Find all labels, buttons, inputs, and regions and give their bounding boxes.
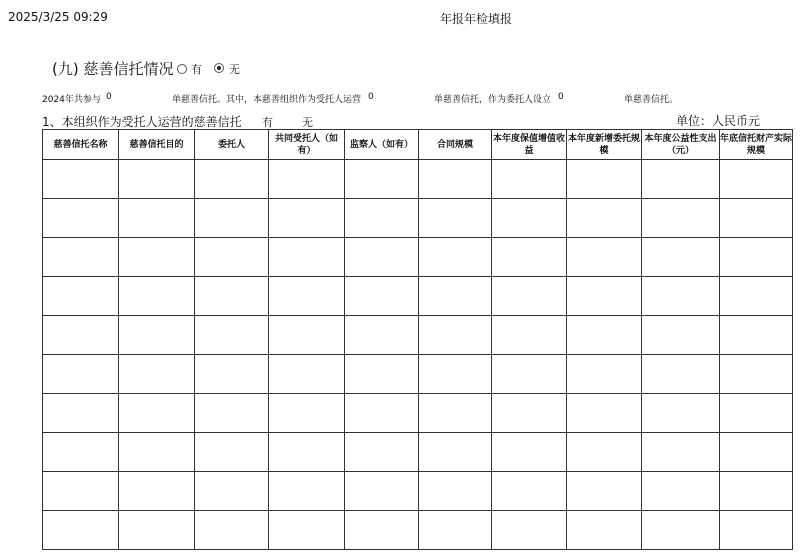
table-cell[interactable] [642,277,720,316]
table-cell[interactable] [720,316,793,355]
table-row [43,511,793,550]
table-cell[interactable] [119,472,195,511]
table-cell[interactable] [195,316,269,355]
table-cell[interactable] [720,277,793,316]
table-cell[interactable] [567,238,642,277]
table-cell[interactable] [119,394,195,433]
table-cell[interactable] [43,316,119,355]
table-cell[interactable] [567,160,642,199]
table-cell[interactable] [345,199,419,238]
col-co-trustee: 共同受托人（如有） [269,130,345,160]
col-supervisor: 监察人（如有） [345,130,419,160]
table-cell[interactable] [345,472,419,511]
table-cell[interactable] [345,355,419,394]
table-cell[interactable] [567,433,642,472]
table-cell[interactable] [119,355,195,394]
table-cell[interactable] [720,394,793,433]
table-row [43,238,793,277]
print-datetime: 2025/3/25 09:29 [8,10,108,24]
subsection-option-no[interactable]: 无 [302,116,313,129]
table-cell[interactable] [567,394,642,433]
section-title: (九) 慈善信托情况 [52,60,174,78]
table-cell[interactable] [195,199,269,238]
table-cell[interactable] [492,355,567,394]
table-cell[interactable] [269,394,345,433]
table-cell[interactable] [43,433,119,472]
table-cell[interactable] [419,277,492,316]
table-cell[interactable] [642,199,720,238]
table-cell[interactable] [269,238,345,277]
table-cell[interactable] [567,472,642,511]
table-cell[interactable] [43,511,119,550]
table-row [43,355,793,394]
table-cell[interactable] [419,199,492,238]
col-contract-size: 合同规模 [419,130,492,160]
table-cell[interactable] [492,238,567,277]
summary-prefix: 2024年共参与 [42,95,101,105]
table-cell[interactable] [419,472,492,511]
col-charity-expense: 本年度公益性支出（元） [642,130,720,160]
table-cell[interactable] [492,316,567,355]
table-cell[interactable] [195,277,269,316]
table-cell[interactable] [419,394,492,433]
table-cell[interactable] [642,160,720,199]
table-cell[interactable] [567,277,642,316]
table-cell[interactable] [642,238,720,277]
table-cell[interactable] [195,511,269,550]
table-cell[interactable] [195,160,269,199]
table-cell[interactable] [43,199,119,238]
summary-mid2: 单慈善信托，作为委托人设立 [434,95,552,105]
table-cell[interactable] [195,433,269,472]
radio-yes[interactable] [177,64,187,74]
table-cell[interactable] [492,160,567,199]
table-cell[interactable] [269,277,345,316]
table-cell[interactable] [269,355,345,394]
table-cell[interactable] [43,472,119,511]
table-cell[interactable] [642,511,720,550]
table-row [43,394,793,433]
table-cell[interactable] [119,160,195,199]
table-cell[interactable] [720,472,793,511]
col-trust-name: 慈善信托名称 [43,130,119,160]
document-title: 年报年检填报 [440,12,513,26]
table-cell[interactable] [492,394,567,433]
table-cell[interactable] [419,238,492,277]
table-cell[interactable] [345,160,419,199]
summary-suffix: 单慈善信托。 [624,95,679,105]
col-year-end-size: 年底信托财产实际规模 [720,130,793,160]
table-cell[interactable] [43,394,119,433]
table-cell[interactable] [492,511,567,550]
table-cell[interactable] [345,277,419,316]
table-cell[interactable] [642,355,720,394]
col-settlor: 委托人 [195,130,269,160]
table-cell[interactable] [419,160,492,199]
charity-trust-table [42,129,793,550]
table-cell[interactable] [195,238,269,277]
table-cell[interactable] [642,472,720,511]
table-cell[interactable] [720,238,793,277]
radio-no-label: 无 [229,63,240,76]
table-cell[interactable] [345,394,419,433]
table-cell[interactable] [269,160,345,199]
table-cell[interactable] [345,433,419,472]
table-cell[interactable] [492,433,567,472]
table-cell[interactable] [43,277,119,316]
table-cell[interactable] [119,199,195,238]
table-cell[interactable] [720,355,793,394]
subsection-option-yes[interactable]: 有 [262,116,273,129]
table-cell[interactable] [269,316,345,355]
table-cell[interactable] [492,472,567,511]
table-cell[interactable] [269,199,345,238]
table-cell[interactable] [419,511,492,550]
summary-settlor-value[interactable]: 0 [558,92,564,102]
table-cell[interactable] [642,433,720,472]
table-row [43,316,793,355]
table-cell[interactable] [119,511,195,550]
table-cell[interactable] [567,199,642,238]
table-cell[interactable] [419,433,492,472]
table-cell[interactable] [567,355,642,394]
table-row [43,199,793,238]
subsection-title: 1、本组织作为受托人运营的慈善信托 [42,115,242,129]
table-cell[interactable] [119,316,195,355]
table-cell[interactable] [419,355,492,394]
table-cell[interactable] [720,160,793,199]
summary-mid1: 单慈善信托。其中，本慈善组织作为受托人运营 [172,95,362,105]
col-new-entrusted: 本年度新增委托规模 [567,130,642,160]
table-cell[interactable] [567,316,642,355]
table-cell[interactable] [195,394,269,433]
radio-yes-label: 有 [191,63,202,76]
table-cell[interactable] [269,511,345,550]
col-trust-purpose: 慈善信托目的 [119,130,195,160]
table-cell[interactable] [269,472,345,511]
radio-no[interactable] [214,63,224,73]
table-cell[interactable] [345,511,419,550]
table-cell[interactable] [119,277,195,316]
table-cell[interactable] [43,355,119,394]
table-cell[interactable] [720,199,793,238]
table-cell[interactable] [345,238,419,277]
summary-total-value[interactable]: 0 [106,92,112,102]
summary-trustee-value[interactable]: 0 [368,92,374,102]
table-cell[interactable] [720,433,793,472]
table-cell[interactable] [345,316,419,355]
table-cell[interactable] [492,277,567,316]
table-cell[interactable] [567,511,642,550]
table-cell[interactable] [269,433,345,472]
table-cell[interactable] [43,238,119,277]
table-row [43,160,793,199]
table-cell[interactable] [720,511,793,550]
table-row [43,472,793,511]
table-cell[interactable] [119,433,195,472]
table-row [43,277,793,316]
table-cell[interactable] [119,238,195,277]
table-cell[interactable] [642,394,720,433]
table-cell[interactable] [492,199,567,238]
table-cell[interactable] [195,355,269,394]
table-cell[interactable] [195,472,269,511]
table-cell[interactable] [43,160,119,199]
table-cell[interactable] [419,316,492,355]
col-annual-return: 本年度保值增值收益 [492,130,567,160]
table-cell[interactable] [642,316,720,355]
table-row [43,433,793,472]
unit-label: 单位：人民币元 [676,114,761,128]
